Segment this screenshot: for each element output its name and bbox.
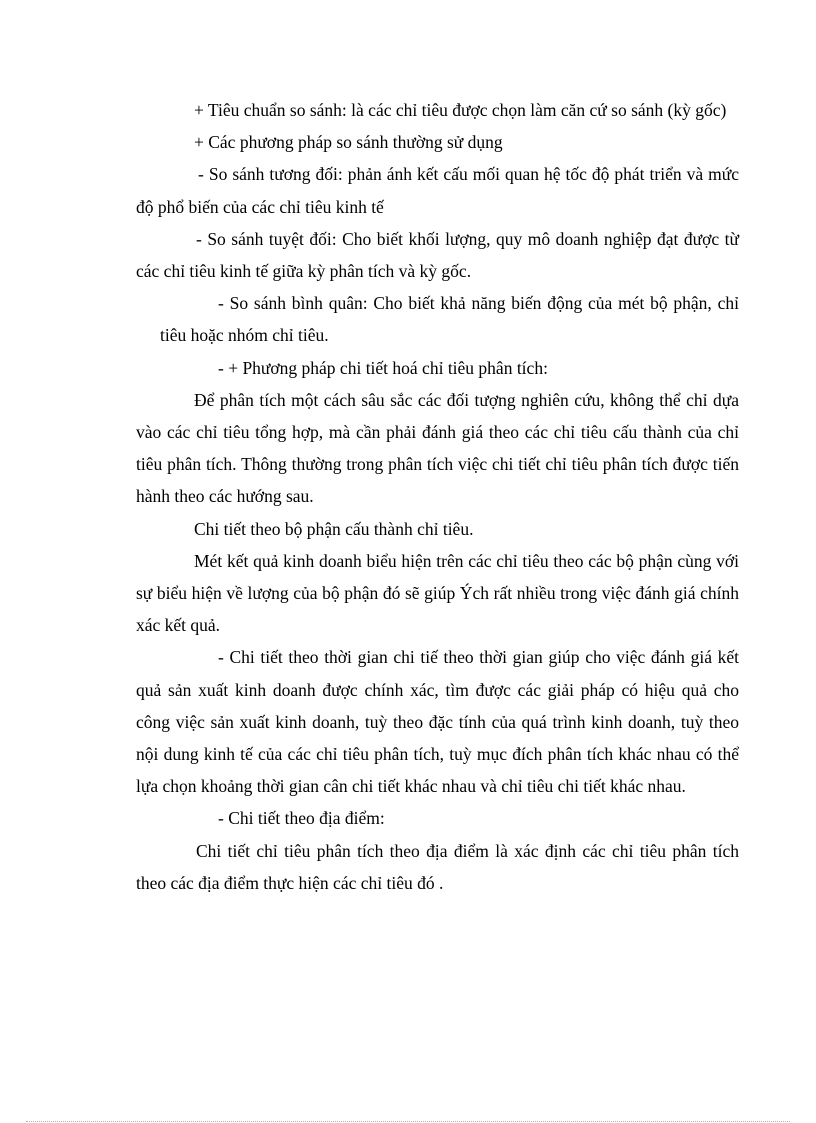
paragraph-phuong-phap-chi-tiet-hoa: - + Phương pháp chi tiết hoá chỉ tiêu phân tích: bbox=[218, 357, 548, 378]
paragraph-chi-tiet-dia-diem: - Chi tiết theo địa điểm: bbox=[218, 808, 385, 829]
paragraph-cac-phuong-phap: + Các phương pháp so sánh thường sử dụng bbox=[194, 132, 503, 153]
document-body bbox=[136, 94, 739, 899]
paragraph-tieu-chuan-so-sanh: + Tiêu chuẩn so sánh: là các chỉ tiêu được chọn làm căn cứ so sánh (kỳ gốc) bbox=[194, 100, 727, 120]
paragraph-chi-tiet-bo-phan: Chi tiết theo bộ phận cấu thành chỉ tiêu. bbox=[194, 518, 474, 539]
paragraph-de-phan-tich: Để phân tích một cách sâu sắc các đối tượng nghiên cứu, không thể chỉ dựa vào các chỉ tiêu tổng hợp, mà cần phải đánh giá theo các chỉ tiêu cấu thành của chỉ tiêu phân tích. Thông thường trong phân tích việc chi tiết chỉ tiêu phân tích được tiến hành theo các hướng sau. bbox=[136, 389, 739, 507]
paragraph-chi-tiet-thoi-gian: - Chi tiết theo thời gian chi tiế theo thời gian giúp cho việc đánh giá kết quả sản xuất kinh doanh được chính xác, tìm được các giải pháp có hiệu quả cho công việc sản xuất kinh doanh, tuỳ theo đặc tính của quá trình kinh doanh, tuỳ theo nội dung kinh tế của các chỉ tiêu phân tích, tuỳ mục đích phân tích khác nhau có thể lựa chọn khoảng thời gian cân chi tiết khác nhau và chỉ tiêu chi tiết khác nhau. bbox=[136, 647, 739, 797]
paragraph-chi-tiet-chi-tieu-dia-diem: Chi tiết chỉ tiêu phân tích theo địa điểm là xác định các chỉ tiêu phân tích theo các địa điểm thực hiện các chỉ tiêu đó . bbox=[136, 840, 739, 893]
paragraph-met-ket-qua: Mét kết quả kinh doanh biểu hiện trên các chỉ tiêu theo các bộ phận cùng với sự biểu hiện về lượng của bộ phận đó sẽ giúp Ých rất nhiều trong việc đánh giá chính xác kết quả. bbox=[136, 550, 739, 636]
paragraph-so-sanh-binh-quan: - So sánh bình quân: Cho biết khả năng biến động của mét bộ phận, chỉ tiêu hoặc nhóm chỉ tiêu. bbox=[160, 293, 739, 346]
footer-dotted-rule bbox=[26, 1121, 790, 1122]
paragraph-so-sanh-tuong-doi: - So sánh tương đối: phản ánh kết cấu mối quan hệ tốc độ phát triển và mức độ phổ biến của các chỉ tiêu kinh tế bbox=[136, 164, 739, 217]
paragraph-so-sanh-tuyet-doi: - So sánh tuyệt đối: Cho biết khối lượng, quy mô doanh nghiệp đạt được từ các chỉ tiêu kinh tế giữa kỳ phân tích và kỳ gốc. bbox=[136, 228, 739, 282]
